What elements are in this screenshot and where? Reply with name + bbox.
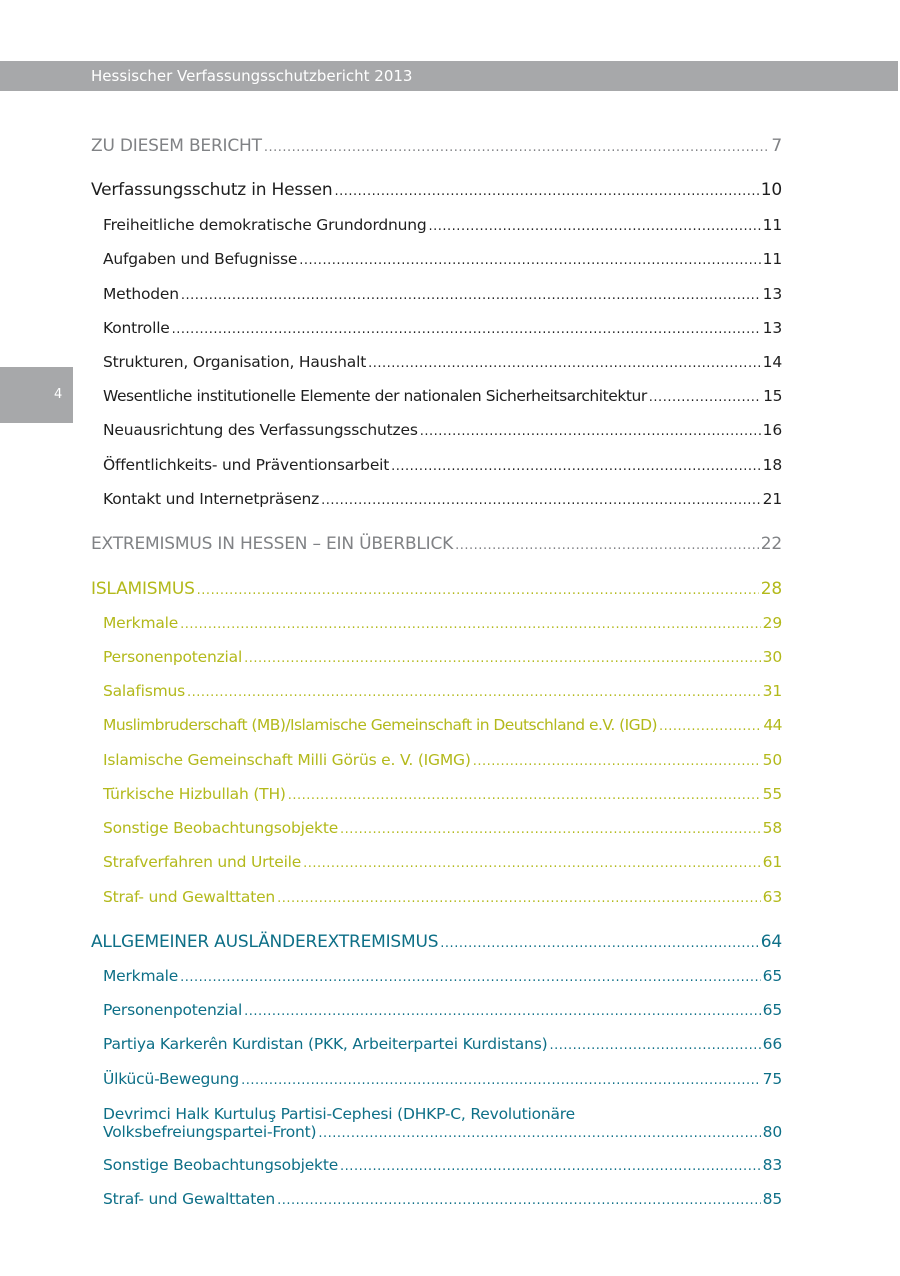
toc-subentry-page: 65: [762, 967, 782, 985]
toc-entry-auslaenderextremismus[interactable]: [91, 932, 782, 952]
leader-dots: [473, 754, 761, 769]
leader-dots: [277, 891, 761, 906]
leader-dots: [420, 424, 761, 439]
toc-subentry[interactable]: [103, 353, 782, 371]
toc-subentry-title: Aufgaben und Befugnisse: [103, 250, 298, 268]
toc-subentry-title: Neuausrichtung des Verfassungsschutzes: [103, 421, 418, 439]
toc-subentry-title: Freiheitliche demokratische Grundordnung: [103, 216, 427, 234]
toc-subentry-title: Personenpotenzial: [103, 648, 243, 666]
toc-subentry-page: 44: [763, 716, 782, 734]
toc-subentry-title: Islamische Gemeinschaft Milli Görüs e. V. (IGMG): [103, 751, 471, 769]
toc-subentry-title: Sonstige Beobachtungsobjekte: [103, 1156, 339, 1174]
toc-subentry-title: Öffentlichkeits- und Präventionsarbeit: [103, 456, 390, 474]
toc-subentry-page: 75: [762, 1070, 782, 1088]
toc-subentry-line2: [103, 1123, 782, 1143]
running-header-title: Hessischer Verfassungsschutzbericht 2013: [91, 67, 413, 85]
leader-dots: [335, 184, 759, 199]
toc-entry-page: 10: [760, 180, 782, 200]
leader-dots: [172, 322, 761, 337]
toc-entry-page: 64: [760, 932, 782, 952]
toc-subentry[interactable]: [103, 888, 782, 906]
leader-dots: [241, 1073, 761, 1088]
toc-subentry-page: 16: [762, 421, 782, 439]
toc-subentry-page: 29: [762, 614, 782, 632]
toc-subentry[interactable]: [103, 319, 782, 337]
page-number: 4: [54, 387, 63, 402]
toc-subentry[interactable]: [103, 285, 782, 303]
toc-entry-title: Verfassungsschutz in Hessen: [91, 180, 333, 200]
toc-subentry-page: 83: [762, 1156, 782, 1174]
leader-dots: [391, 459, 761, 474]
toc-entry-islamismus[interactable]: [91, 579, 782, 599]
leader-dots: [180, 970, 761, 985]
leader-dots: [288, 788, 761, 803]
toc-subentry-title: Sonstige Beobachtungsobjekte: [103, 819, 339, 837]
leader-dots: [244, 651, 761, 666]
toc-subentry[interactable]: [103, 1156, 782, 1174]
toc-subentry-page: 13: [762, 285, 782, 303]
toc-subentry[interactable]: [103, 751, 782, 769]
toc-subentry-page: 58: [762, 819, 782, 837]
toc-subentry[interactable]: [103, 819, 782, 837]
toc-subentry-title: Straf- und Gewalttaten: [103, 1190, 276, 1208]
toc-entry-title: ZU DIESEM BERICHT: [91, 136, 262, 156]
leader-dots: [429, 219, 761, 234]
toc-subentry[interactable]: [103, 682, 782, 700]
toc-subentry[interactable]: [103, 648, 782, 666]
toc-subentry[interactable]: [103, 216, 782, 234]
leader-dots: [244, 1004, 761, 1019]
toc-subentry-title: Salafismus: [103, 682, 185, 700]
leader-dots: [455, 538, 759, 553]
toc-subentry-page: 11: [762, 250, 782, 268]
toc-subentry-title-continued: Volksbefreiungspartei-Front): [103, 1123, 317, 1141]
toc-subentry-title: Merkmale: [103, 614, 179, 632]
toc-subentry[interactable]: [103, 387, 782, 405]
toc-entry-title: ISLAMISMUS: [91, 579, 195, 599]
toc-subentry[interactable]: [103, 1190, 782, 1208]
leader-dots: [340, 822, 761, 837]
toc-entry-zu-diesem-bericht[interactable]: [91, 136, 782, 156]
leader-dots: [659, 719, 761, 734]
toc-subentry-title: Strukturen, Organisation, Haushalt: [103, 353, 367, 371]
toc-subentry-title: Straf- und Gewalttaten: [103, 888, 276, 906]
toc-subentry-page: 18: [762, 456, 782, 474]
toc-subentry-title: Kontrolle: [103, 319, 170, 337]
toc-subentry-page: 63: [762, 888, 782, 906]
toc-entry-page: 22: [760, 534, 782, 554]
toc-subentry[interactable]: [103, 1070, 782, 1088]
leader-dots: [440, 936, 758, 951]
leader-dots: [180, 617, 761, 632]
leader-dots: [197, 583, 759, 598]
leader-dots: [181, 288, 761, 303]
toc-entry-verfassungsschutz[interactable]: [91, 180, 782, 200]
toc-subentry[interactable]: [103, 1105, 782, 1143]
toc-subentry[interactable]: [103, 1035, 782, 1053]
leader-dots: [368, 356, 761, 371]
toc-subentry[interactable]: [103, 1001, 782, 1019]
toc-subentry-page: 61: [762, 853, 782, 871]
leader-dots: [549, 1038, 760, 1053]
toc-entry-title: ALLGEMEINER AUSLÄNDEREXTREMISMUS: [91, 932, 439, 952]
toc-subentry[interactable]: [103, 490, 782, 508]
toc-subentry-title: Personenpotenzial: [103, 1001, 243, 1019]
leader-dots: [340, 1159, 761, 1174]
toc-subentry-title: Merkmale: [103, 967, 179, 985]
toc-subentry-page: 21: [762, 490, 782, 508]
toc-entry-page: 28: [760, 579, 782, 599]
toc-subentry-title: Wesentliche institutionelle Elemente der nationalen Sicherheitsarchitektur: [103, 387, 647, 405]
toc-subentry-page: 11: [762, 216, 782, 234]
toc-subentry-page: 65: [762, 1001, 782, 1019]
toc-subentry-page: 50: [762, 751, 782, 769]
toc-subentry-page: 66: [762, 1035, 782, 1053]
toc-subentry[interactable]: [103, 967, 782, 985]
leader-dots: [187, 685, 761, 700]
toc-subentry-page: 15: [763, 387, 782, 405]
leader-dots: [264, 140, 770, 155]
toc-entry-title: EXTREMISMUS IN HESSEN – EIN ÜBERBLICK: [91, 534, 454, 554]
toc-subentry-page: 55: [762, 785, 782, 803]
toc-subentry-page: 80: [762, 1123, 782, 1141]
toc-subentry-page: 30: [762, 648, 782, 666]
toc-subentry[interactable]: [103, 250, 782, 268]
toc-subentry-title: Muslimbruderschaft (MB)/Islamische Gemeinschaft in Deutschland e.V. (IGD): [103, 716, 657, 734]
toc-subentry[interactable]: [103, 785, 782, 803]
toc-subentry-title: Türkische Hizbullah (TH): [103, 785, 286, 803]
toc-subentry-title: Partiya Karkerên Kurdistan (PKK, Arbeiterpartei Kurdistans): [103, 1035, 548, 1053]
toc-subentry-title: Kontakt und Internetpräsenz: [103, 490, 320, 508]
toc-subentry-page: 31: [762, 682, 782, 700]
toc-subentry-page: 13: [762, 319, 782, 337]
leader-dots: [649, 390, 761, 405]
toc-subentry[interactable]: [103, 853, 782, 871]
toc-subentry[interactable]: [103, 421, 782, 439]
toc-subentry[interactable]: [103, 716, 782, 734]
toc-subentry[interactable]: [103, 456, 782, 474]
toc-subentry-title: Devrimci Halk Kurtuluş Partisi-Cephesi (DHKP-C, Revolutionäre: [103, 1105, 575, 1123]
toc-subentry-title: Ülkücü-Bewegung: [103, 1070, 240, 1088]
toc-subentry-title: Strafverfahren und Urteile: [103, 853, 302, 871]
toc-subentry-title: Methoden: [103, 285, 179, 303]
leader-dots: [321, 493, 761, 508]
toc-subentry-page: 14: [762, 353, 782, 371]
leader-dots: [303, 856, 761, 871]
leader-dots: [299, 253, 760, 268]
leader-dots: [318, 1125, 760, 1143]
toc-subentry-page: 85: [762, 1190, 782, 1208]
toc-entry-page: 7: [771, 136, 782, 156]
toc-subentry[interactable]: [103, 614, 782, 632]
leader-dots: [277, 1193, 761, 1208]
toc-entry-extremismus[interactable]: [91, 534, 782, 554]
